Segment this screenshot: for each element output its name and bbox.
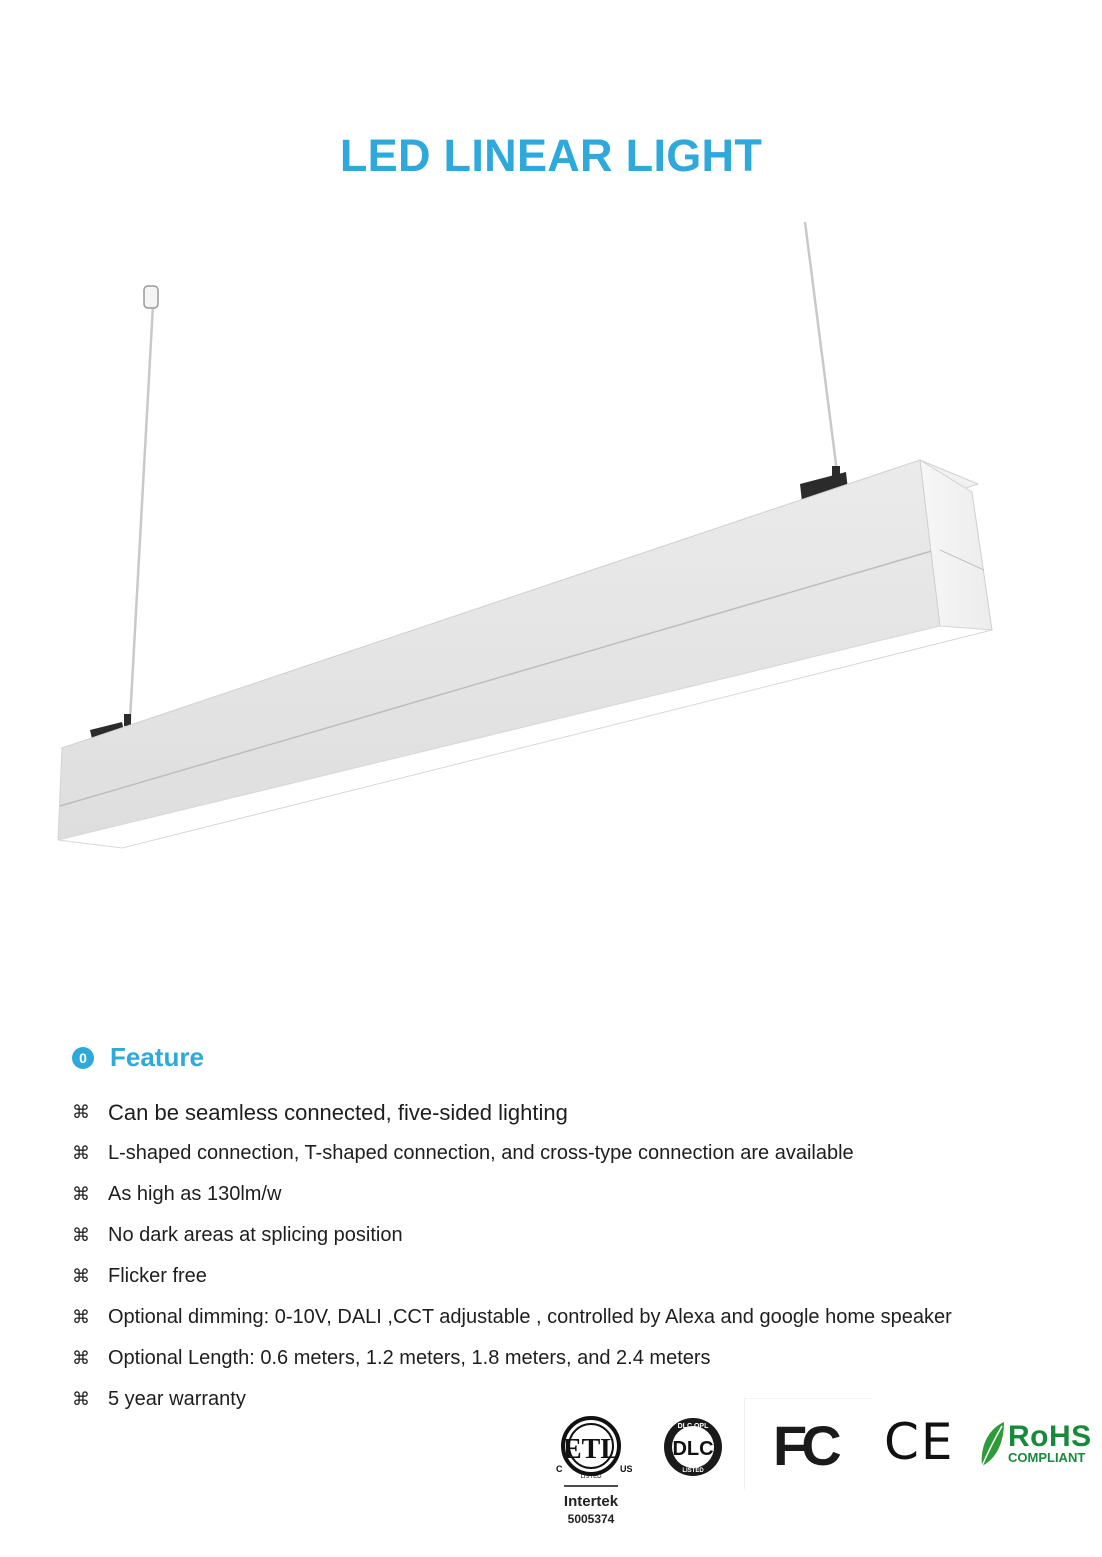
list-item [72,1215,952,1256]
feature-text: Flicker free [108,1265,207,1287]
svg-text:US: US [620,1464,632,1474]
product-image [40,210,1020,870]
list-item [72,1133,952,1174]
certification-logos [550,1398,1090,1538]
leaf-icon [978,1420,1006,1470]
feature-heading: Feature [110,1042,204,1072]
list-item [72,1297,952,1338]
svg-text:LISTED: LISTED [580,1474,602,1480]
svg-text:ETL: ETL [562,1434,620,1465]
list-item [72,1338,952,1379]
svg-text:C: C [556,1464,563,1474]
svg-text:DLC QPL: DLC QPL [677,1423,709,1430]
command-bullet-icon: ⌘ [72,1348,90,1368]
ce-mark: CE [884,1413,955,1471]
command-bullet-icon: ⌘ [72,1389,90,1409]
dlc-logo [658,1416,728,1478]
command-bullet-icon: ⌘ [72,1143,90,1163]
ce-logo [884,1413,955,1471]
fc-mark: FC [773,1414,836,1477]
feature-text: 5 year warranty [108,1388,246,1410]
feature-text: Can be seamless connected, five-sided lighting [108,1099,568,1125]
command-bullet-icon: ⌘ [72,1225,90,1245]
svg-text:LISTED: LISTED [682,1468,704,1474]
rohs-subtitle: COMPLIANT [1008,1450,1086,1465]
command-bullet-icon: ⌘ [72,1307,90,1327]
feature-list [72,1092,952,1420]
rohs-mark: RoHS [1008,1420,1092,1453]
etl-number: 5005374 [567,1512,615,1526]
etl-mark-icon [550,1408,632,1492]
feature-text: Optional dimming: 0-10V, DALI ,CCT adjustable , controlled by Alexa and google home speaker [108,1306,952,1328]
feature-text: No dark areas at splicing position [108,1224,403,1246]
svg-text:DLC: DLC [672,1438,714,1460]
command-bullet-icon: ⌘ [72,1266,90,1286]
list-item [72,1256,952,1297]
list-item [72,1092,952,1133]
command-bullet-icon: ⌘ [72,1184,90,1204]
feature-text: L-shaped connection, T-shaped connection, and cross-type connection are available [108,1142,854,1164]
etl-brand: Intertek [563,1493,619,1510]
etl-logo [550,1408,632,1526]
fc-logo [744,1398,871,1489]
rohs-logo [978,1418,1092,1470]
feature-text: As high as 130lm/w [108,1183,282,1205]
numbered-circle-icon: 0 [72,1047,94,1069]
command-bullet-icon: ⌘ [72,1102,90,1122]
feature-header [72,1042,204,1073]
dlc-mark-icon [658,1416,728,1478]
list-item [72,1174,952,1215]
feature-text: Optional Length: 0.6 meters, 1.2 meters, 1.8 meters, and 2.4 meters [108,1347,711,1369]
page-title: LED LINEAR LIGHT [339,130,763,181]
